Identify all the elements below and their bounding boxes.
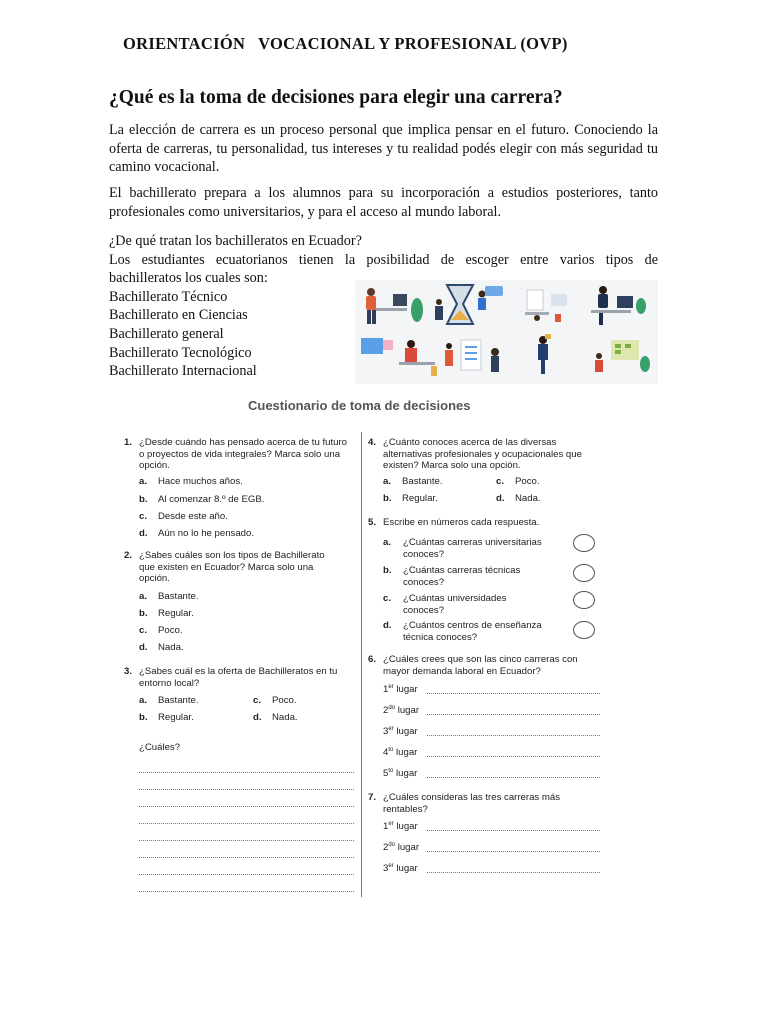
- q5-item-d-letter: d.: [383, 620, 392, 631]
- q4-option-d[interactable]: d. Nada.: [496, 493, 541, 504]
- answer-circle[interactable]: [573, 534, 595, 552]
- q1-option-b[interactable]: b. Al comenzar 8.º de EGB.: [139, 494, 265, 505]
- q3-followup: ¿Cuáles?: [139, 742, 181, 753]
- answer-line[interactable]: [427, 693, 600, 694]
- q5-item-b-letter: b.: [383, 565, 392, 576]
- column-divider: [361, 432, 362, 897]
- questionnaire-title: Cuestionario de toma de decisiones: [248, 398, 471, 413]
- q5-item-c-letter: c.: [383, 593, 392, 604]
- q1-option-c[interactable]: c. Desde este año.: [139, 511, 228, 522]
- q1-number: 1.: [124, 437, 133, 448]
- page-title: ¿Qué es la toma de decisiones para elegir una carrera?: [109, 87, 563, 108]
- q6-rank-1: 1er lugar: [383, 684, 418, 696]
- list-item: Bachillerato general: [109, 325, 224, 342]
- q5-text: Escribe en números cada respuesta.: [383, 517, 540, 528]
- q4-option-b[interactable]: b. Regular.: [383, 493, 438, 504]
- q3-text: ¿Sabes cuál es la oferta de Bachilleratos en tu entorno local?: [139, 666, 338, 689]
- q7-text: ¿Cuáles consideras las tres carreras más rentables?: [383, 792, 561, 815]
- q6-rank-3: 3er lugar: [383, 726, 418, 738]
- q7-rank-1: 1er lugar: [383, 821, 418, 833]
- list-item: Bachillerato Internacional: [109, 363, 257, 380]
- q4-option-c[interactable]: c. Poco.: [496, 476, 540, 487]
- answer-line[interactable]: [139, 857, 354, 858]
- section-question: ¿De qué tratan los bachilleratos en Ecuador?: [109, 233, 362, 249]
- paragraph-career-choice: La elección de carrera es un proceso personal que implica pensar en el futuro. Conociendo la oferta de carreras, tu personalidad, tus intereses y tu realidad podés elegir con más seguridad tu camino vocacional.: [109, 122, 658, 176]
- q4-number: 4.: [368, 437, 377, 448]
- answer-line[interactable]: [427, 756, 600, 757]
- answer-line[interactable]: [139, 823, 354, 824]
- answer-line[interactable]: [139, 772, 354, 773]
- document-header: ORIENTACIÓN VOCACIONAL Y PROFESIONAL (OVP): [123, 34, 568, 53]
- q5-item-c: ¿Cuántas universidades conoces?: [403, 593, 507, 616]
- q6-rank-5: $5^{to}$ lugar: [383, 768, 418, 780]
- q6-rank-4: $4^{to}$ lugar: [383, 747, 418, 759]
- q6-text: ¿Cuáles crees que son las cinco carreras con mayor demanda laboral en Ecuador?: [383, 654, 578, 677]
- q2-option-d[interactable]: d. Nada.: [139, 642, 184, 653]
- q7-rank-3: 3er lugar: [383, 863, 418, 875]
- answer-line[interactable]: [427, 735, 600, 736]
- answer-circle[interactable]: [573, 621, 595, 639]
- q4-option-a[interactable]: a. Bastante.: [383, 476, 443, 487]
- answer-line[interactable]: [139, 840, 354, 841]
- q3-option-c[interactable]: c. Poco.: [253, 695, 297, 706]
- q6-rank-2: $2^{do}$ lugar: [383, 705, 420, 717]
- q5-item-a: ¿Cuántas carreras universitarias conoces?: [403, 537, 542, 560]
- paragraph-bachillerato: El bachillerato prepara a los alumnos para su incorporación a estudios posteriores, tanto profesionales como universitarios, y para el acceso al mundo laboral.: [109, 185, 658, 220]
- q4-text: ¿Cuánto conoces acerca de las diversas alternativas profesionales y ocupacionales que existen? Marca solo una opción.: [383, 437, 582, 472]
- q3-number: 3.: [124, 666, 133, 677]
- q2-option-b[interactable]: b. Regular.: [139, 608, 194, 619]
- section-intro-line: Los estudiantes ecuatorianos tienen la posibilidad de escoger entre varios tipos de: [109, 251, 658, 268]
- answer-line[interactable]: [139, 789, 354, 790]
- q5-item-a-letter: a.: [383, 537, 392, 548]
- q1-text: ¿Desde cuándo has pensado acerca de tu futuro o proyectos de vida integrales? Marca solo una opción.: [139, 437, 348, 472]
- q3-option-b[interactable]: b. Regular.: [139, 712, 194, 723]
- q2-option-c[interactable]: c. Poco.: [139, 625, 183, 636]
- q2-text: ¿Sabes cuáles son los tipos de Bachillerato que existen en Ecuador? Marca solo una opción.: [139, 550, 325, 585]
- q5-item-d: ¿Cuántos centros de enseñanza técnica conoces?: [403, 620, 542, 643]
- q7-rank-2: $2^{do}$ lugar: [383, 842, 420, 854]
- questionnaire: [0, 390, 768, 910]
- q3-option-a[interactable]: a. Bastante.: [139, 695, 199, 706]
- answer-line[interactable]: [427, 872, 600, 873]
- q2-option-a[interactable]: a. Bastante.: [139, 591, 199, 602]
- answer-line[interactable]: [427, 830, 600, 831]
- section-intro-line-2: bachilleratos los cuales son:: [109, 270, 268, 287]
- q3-option-d[interactable]: d. Nada.: [253, 712, 298, 723]
- list-item: Bachillerato Tecnológico: [109, 344, 252, 361]
- answer-line[interactable]: [139, 806, 354, 807]
- q5-number: 5.: [368, 517, 377, 528]
- list-item: Bachillerato Técnico: [109, 288, 228, 305]
- q7-number: 7.: [368, 792, 377, 803]
- answer-line[interactable]: [427, 851, 600, 852]
- list-item: Bachillerato en Ciencias: [109, 307, 248, 324]
- answer-line[interactable]: [139, 891, 354, 892]
- q1-option-d[interactable]: d. Aún no lo he pensado.: [139, 528, 255, 539]
- q6-number: 6.: [368, 654, 377, 665]
- answer-line[interactable]: [427, 714, 600, 715]
- answer-line[interactable]: [139, 874, 354, 875]
- answer-circle[interactable]: [573, 564, 595, 582]
- q5-item-b: ¿Cuántas carreras técnicas conoces?: [403, 565, 521, 588]
- q1-option-a[interactable]: a. Hace muchos años.: [139, 476, 243, 487]
- answer-line[interactable]: [427, 777, 600, 778]
- answer-circle[interactable]: [573, 591, 595, 609]
- office-workers-illustration: [355, 280, 658, 384]
- q2-number: 2.: [124, 550, 133, 561]
